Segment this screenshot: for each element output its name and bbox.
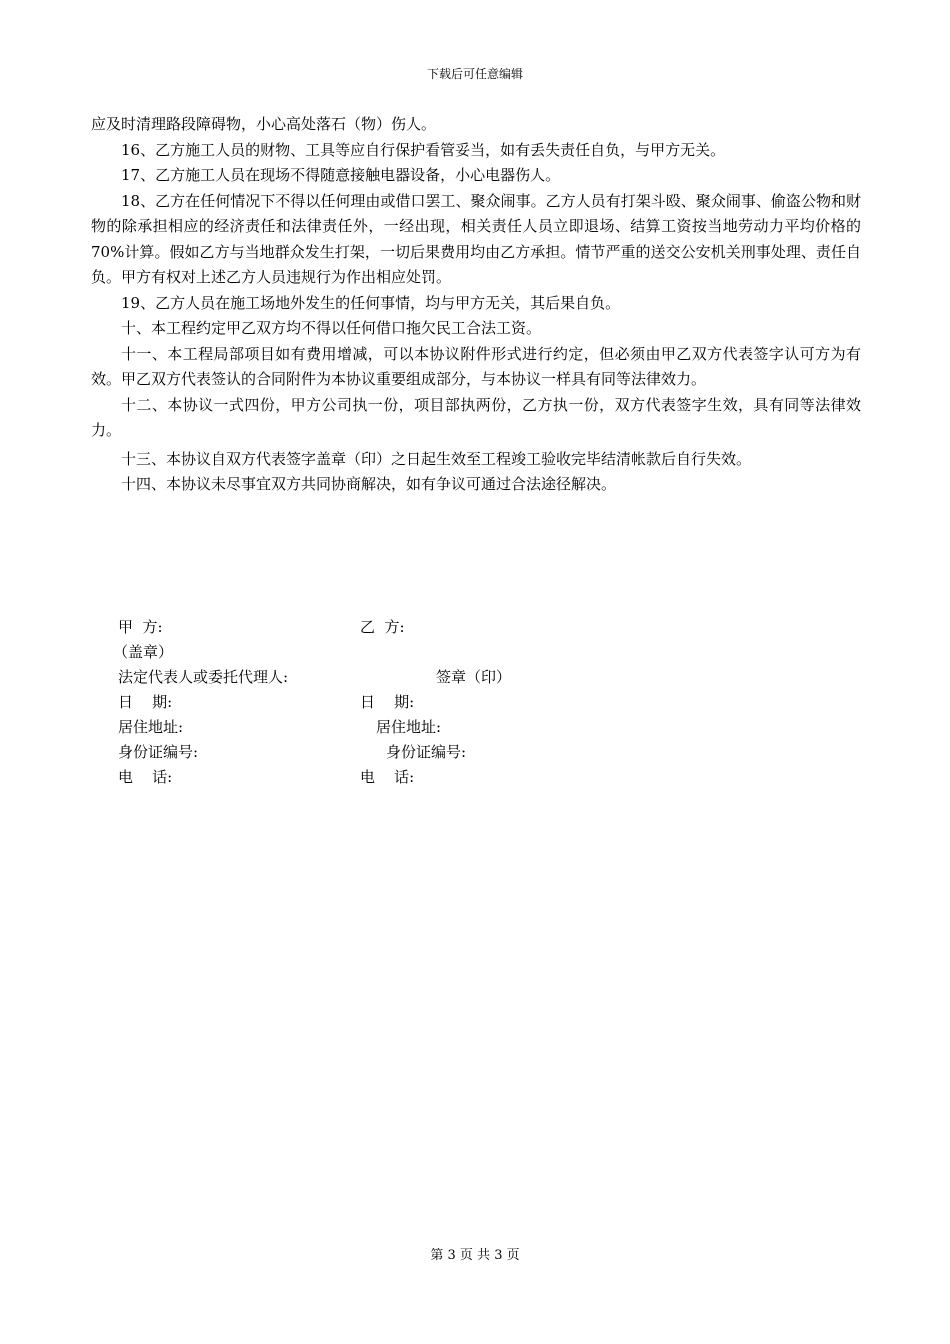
article-10: 十、本工程约定甲乙双方均不得以任何借口拖欠民工合法工资。 xyxy=(121,319,542,337)
legal-rep-label: 法定代表人或委托代理人: xyxy=(118,668,289,686)
id-a-label: 身份证编号: xyxy=(118,743,199,761)
sign-seal-label: 签章（印） xyxy=(436,668,512,686)
article-11: 十一、本工程局部项目如有费用增减，可以本协议附件形式进行约定，但必须由甲乙双方代表签字认可方为有效。甲乙双方代表签认的合同附件为本协议重要组成部分，与本协议一样具有同等法律效力。 xyxy=(91,344,861,388)
party-b-label: 乙 方: xyxy=(360,618,405,636)
page-footer: 第 3 页 共 3 页 xyxy=(430,1248,520,1263)
clause-16: 16、乙方施工人员的财物、工具等应自行保护看管妥当，如有丢失责任自负，与甲方无关。 xyxy=(121,140,726,159)
article-13: 十三、本协议自双方代表签字盖章（印）之日起生效至工程竣工验收完毕结清帐款后自行失效。 xyxy=(121,449,752,468)
phone-b-label: 电 话: xyxy=(360,768,415,786)
date-a-label: 日 期: xyxy=(118,693,173,711)
article-14: 十四、本协议未尽事宜双方共同协商解决，如有争议可通过合法途径解决。 xyxy=(121,475,617,493)
article-12: 十二、本协议一式四份，甲方公司执一份，项目部执两份，乙方执一份，双方代表签字生效，具有同等法律效力。 xyxy=(91,395,861,439)
clause-17: 17、乙方施工人员在现场不得随意接触电器设备，小心电器伤人。 xyxy=(121,166,561,184)
clause-18: 18、乙方在任何情况下不得以任何理由或借口罢工、聚众闹事。乙方人员有打架斗殴、聚众闹事、偷盗公物和财物的除承担相应的经济责任和法律责任外，一经出现，相关责任人员立即退场、结算工资按当地劳动力平均价格的70%计算。假如乙方与当地群众发生打架，一切后果费用均由乙方承担。情节严重的送交公安机关刑事处理、责任自负。甲方有权对上述乙方人员违规行为作出相应处罚。 xyxy=(91,191,861,286)
page-header: 下载后可任意编辑 xyxy=(426,67,523,81)
id-b-label: 身份证编号: xyxy=(386,743,467,761)
address-a-label: 居住地址: xyxy=(118,718,184,736)
paragraph-continuation: 应及时清理路段障碍物，小心高处落石（物）伤人。 xyxy=(91,115,437,133)
seal-label: （盖章） xyxy=(113,643,174,661)
clause-19: 19、乙方人员在施工场地外发生的任何事情，均与甲方无关，其后果自负。 xyxy=(121,293,621,312)
address-b-label: 居住地址: xyxy=(376,718,442,736)
date-b-label: 日 期: xyxy=(360,693,415,711)
phone-a-label: 电 话: xyxy=(118,768,173,786)
party-a-label: 甲 方: xyxy=(118,618,163,636)
